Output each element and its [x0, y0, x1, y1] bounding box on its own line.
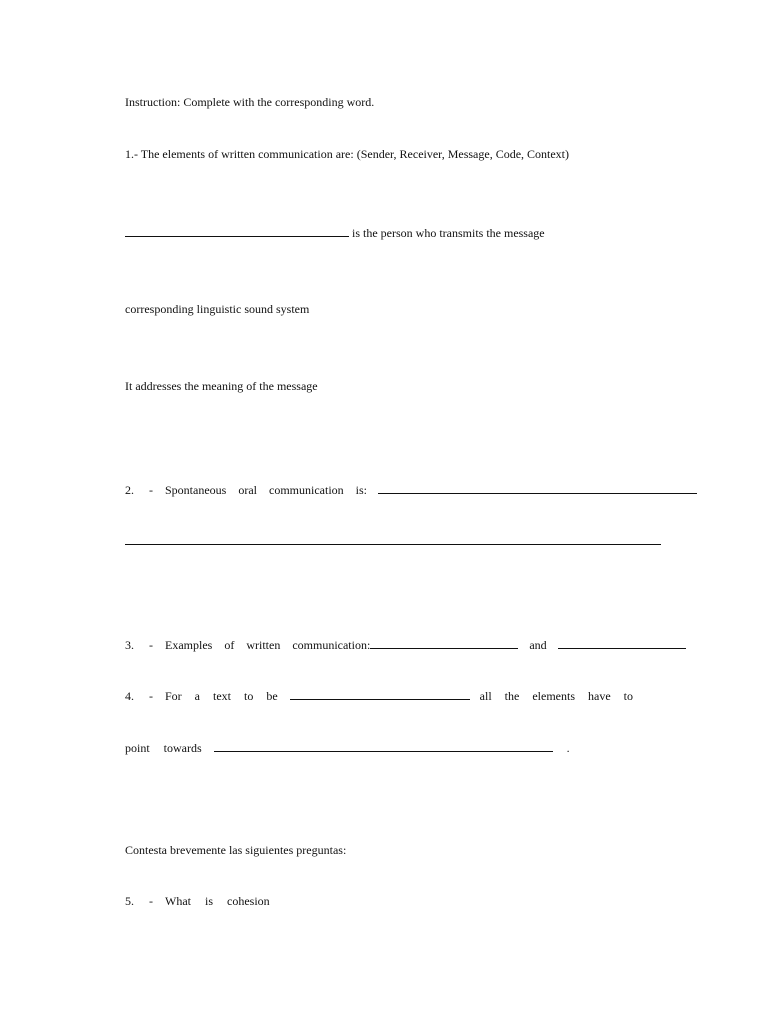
question-4-word: point	[125, 741, 150, 755]
question-3-word: of	[224, 638, 235, 652]
question-4-word: elements	[532, 689, 575, 703]
question-2-line	[125, 482, 697, 497]
question-4-line-1	[125, 688, 633, 703]
question-2-word: is:	[355, 483, 367, 497]
question-5-number: 5.	[125, 894, 134, 908]
fill-in-blank[interactable]	[290, 688, 470, 700]
question-3-and: and	[529, 638, 547, 652]
question-3-line	[125, 637, 686, 652]
question-4-word: towards	[163, 741, 202, 755]
question-3-word: Examples	[165, 638, 213, 652]
question-4-dash: -	[149, 689, 153, 703]
question-4-word: all	[479, 689, 492, 703]
question-3-number: 3.	[125, 638, 134, 652]
question-1-item-message: It addresses the meaning of the message	[125, 379, 318, 393]
question-3-word: communication:	[292, 638, 371, 652]
question-1-item-sender	[125, 225, 545, 240]
fill-in-blank[interactable]	[214, 740, 553, 752]
fill-in-blank[interactable]	[558, 637, 686, 649]
question-5-dash: -	[149, 894, 153, 908]
fill-in-blank[interactable]	[125, 225, 349, 237]
question-2-word: oral	[238, 483, 257, 497]
question-3-dash: -	[149, 638, 153, 652]
question-5-line	[125, 894, 270, 908]
question-5-word: What	[165, 894, 191, 908]
fill-in-blank[interactable]	[378, 482, 697, 494]
question-4-number: 4.	[125, 689, 134, 703]
question-2-number: 2.	[125, 483, 134, 497]
question-4-line-2	[125, 740, 570, 755]
fill-in-blank-continuation[interactable]	[125, 544, 661, 545]
question-5-word: cohesion	[227, 894, 270, 908]
question-4-word: text	[213, 689, 231, 703]
question-4-word: the	[504, 689, 520, 703]
fill-in-blank[interactable]	[370, 637, 518, 649]
question-4-word: a	[194, 689, 200, 703]
question-4-word: to	[623, 689, 633, 703]
question-1-item-code: corresponding linguistic sound system	[125, 302, 310, 316]
question-2-word: Spontaneous	[165, 483, 227, 497]
question-3-word: written	[246, 638, 281, 652]
section-2-heading: Contesta brevemente las siguientes preguntas:	[125, 843, 347, 857]
question-4-word: For	[165, 689, 182, 703]
question-4-word: have	[588, 689, 611, 703]
question-4-word: to	[244, 689, 254, 703]
question-2-dash: -	[149, 483, 153, 497]
question-1-item-sender-text: is the person who transmits the message	[352, 226, 545, 240]
instruction-text: Instruction: Complete with the corresponding word.	[125, 95, 375, 109]
question-4-word: be	[266, 689, 278, 703]
question-1-prompt: 1.- The elements of written communication are: (Sender, Receiver, Message, Code, Context)	[125, 147, 570, 161]
question-4-period: .	[566, 741, 570, 755]
question-2-word: communication	[269, 483, 344, 497]
question-5-word: is	[205, 894, 214, 908]
